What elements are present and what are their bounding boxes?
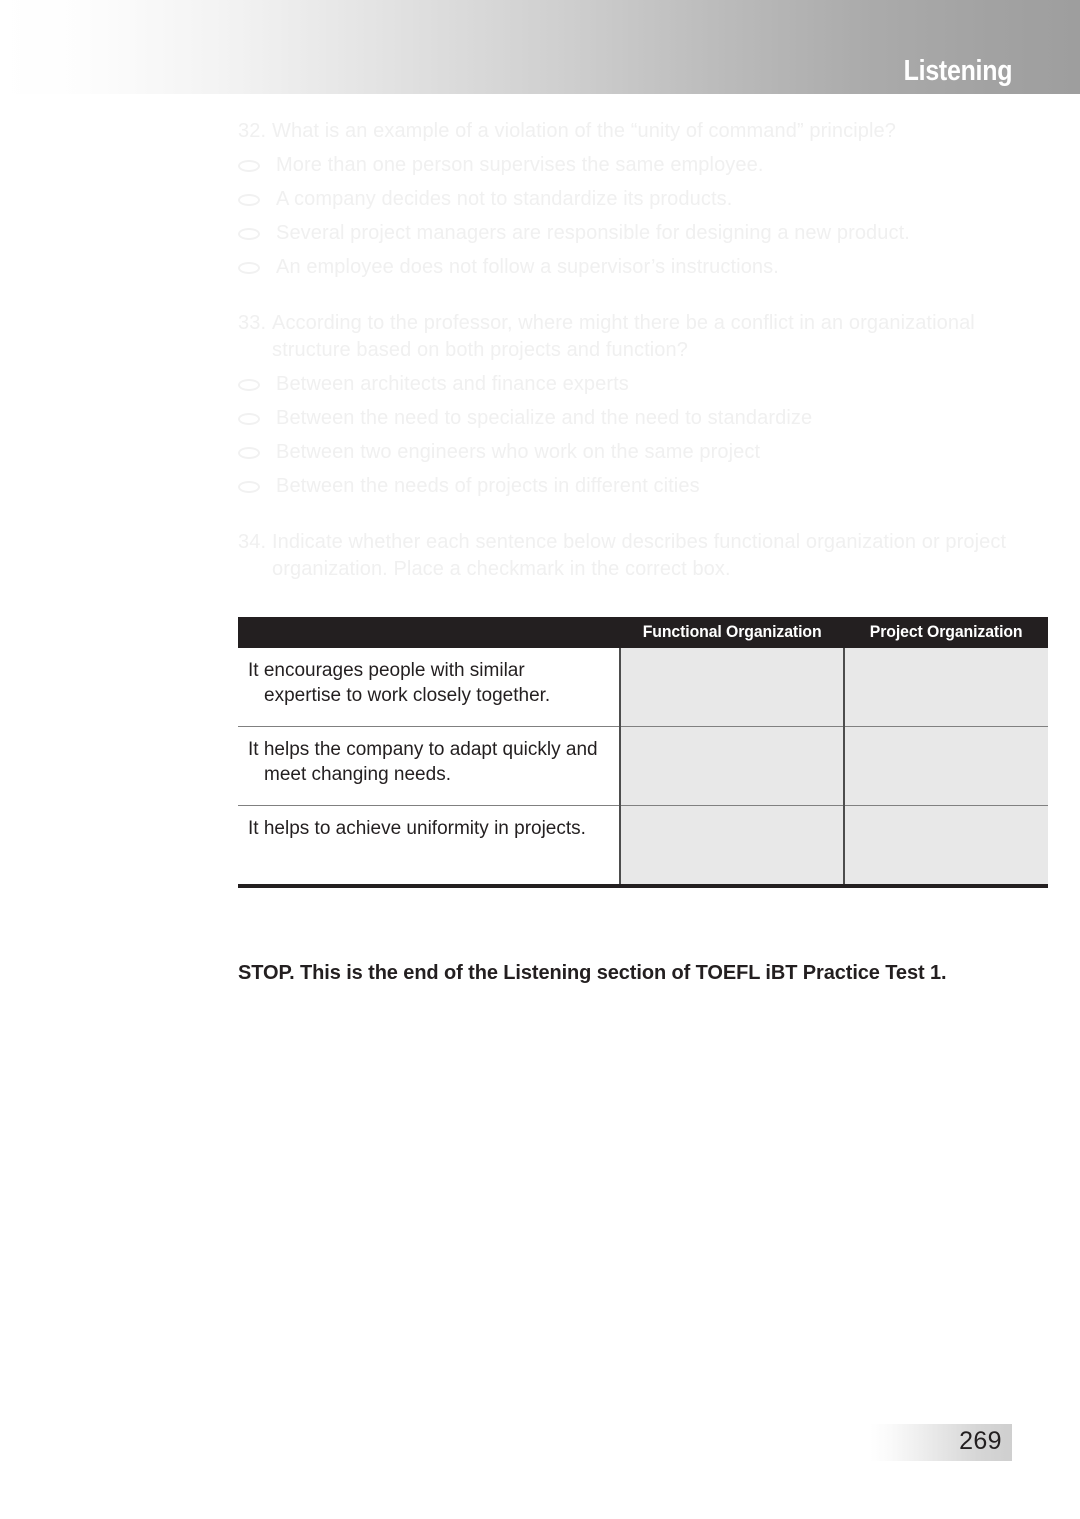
option-label: Between the need to specialize and the need to standardize [276, 407, 813, 429]
question-32-option-4[interactable] [238, 254, 1014, 281]
option-label: Several project managers are responsible for designing a new product. [276, 222, 910, 244]
radio-oval-icon[interactable] [238, 186, 276, 206]
question-34-number: 34. [238, 531, 267, 553]
question-33-option-4[interactable] [238, 473, 1014, 500]
question-32 [238, 118, 1014, 281]
column-header-project-label: Project Organization [869, 622, 1023, 641]
checkmark-cell-project[interactable] [844, 806, 1048, 887]
table-body [238, 648, 1048, 886]
radio-oval-icon[interactable] [238, 473, 276, 493]
column-header-functional-label: Functional Organization [642, 622, 822, 641]
spacer [238, 281, 1014, 310]
radio-oval-icon[interactable] [238, 405, 276, 425]
option-label: More than one person supervises the same employee. [276, 154, 764, 176]
table-header-row [238, 617, 1048, 648]
checkmark-cell-functional[interactable] [620, 648, 844, 727]
table-row [238, 648, 1048, 727]
question-33-text: According to the professor, where might there be a conflict in an organizational structure based on both projects and function? [272, 312, 975, 361]
option-label: Between two engineers who work on the same project [276, 441, 761, 463]
page-header-band [0, 0, 1080, 94]
radio-oval-icon[interactable] [238, 220, 276, 240]
question-34 [238, 529, 1014, 583]
column-header-statement [238, 617, 620, 648]
question-32-text: What is an example of a violation of the “unity of command” principle? [272, 120, 896, 142]
option-label: Between the needs of projects in different cities [276, 475, 700, 497]
spacer [238, 500, 1014, 529]
question-32-option-2[interactable] [238, 186, 1014, 213]
table-row [238, 806, 1048, 887]
question-33-option-3[interactable] [238, 439, 1014, 466]
question-32-stem [238, 118, 1014, 145]
statement-cell: It encourages people with similar expertise to work closely together. [238, 648, 620, 727]
checkmark-cell-project[interactable] [844, 648, 1048, 727]
question-33-stem [238, 310, 1014, 364]
column-header-functional-organization [620, 617, 844, 648]
checkmark-cell-functional[interactable] [620, 806, 844, 887]
column-header-project-organization [844, 617, 1048, 648]
option-label: An employee does not follow a supervisor’s instructions. [276, 256, 779, 278]
question-33-option-2[interactable] [238, 405, 1014, 432]
statement-cell: It helps to achieve uniformity in projects. [238, 806, 620, 887]
table-row [238, 727, 1048, 806]
classification-table-wrapper [238, 617, 1023, 888]
radio-oval-icon[interactable] [238, 371, 276, 391]
question-32-number: 32. [238, 120, 267, 142]
question-32-option-1[interactable] [238, 152, 1014, 179]
question-34-text: Indicate whether each sentence below describes functional organization or project organization. Place a checkmark in the correct box. [272, 531, 1007, 580]
question-33-number: 33. [238, 312, 267, 334]
page-footer-band [870, 1424, 1012, 1461]
radio-oval-icon[interactable] [238, 152, 276, 172]
classification-table [238, 617, 1048, 888]
option-label: Between architects and finance experts [276, 373, 629, 395]
question-34-stem [238, 529, 1014, 583]
running-head-title: Listening [903, 55, 1012, 87]
stop-notice: STOP. This is the end of the Listening section of TOEFL iBT Practice Test 1. [238, 962, 947, 984]
table-header [238, 617, 1048, 648]
question-32-option-3[interactable] [238, 220, 1014, 247]
page-content [238, 118, 1023, 985]
page-number: 269 [959, 1427, 1002, 1455]
option-label: A company decides not to standardize its products. [276, 188, 733, 210]
radio-oval-icon[interactable] [238, 439, 276, 459]
checkmark-cell-project[interactable] [844, 727, 1048, 806]
radio-oval-icon[interactable] [238, 254, 276, 274]
question-33-option-1[interactable] [238, 371, 1014, 398]
checkmark-cell-functional[interactable] [620, 727, 844, 806]
statement-cell: It helps the company to adapt quickly and meet changing needs. [238, 727, 620, 806]
question-33 [238, 310, 1014, 500]
